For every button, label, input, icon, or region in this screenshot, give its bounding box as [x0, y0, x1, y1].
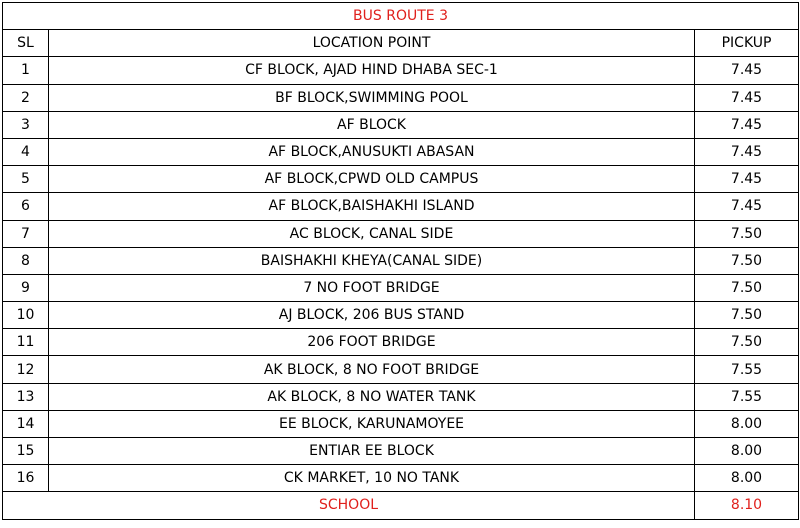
- table-row: [3, 438, 799, 465]
- row-location: AK BLOCK, 8 NO WATER TANK: [49, 383, 695, 410]
- row-pickup: 8.00: [695, 410, 799, 437]
- table-row: [3, 166, 799, 193]
- row-pickup: 7.45: [695, 138, 799, 165]
- table-row: [3, 329, 799, 356]
- row-location: 7 NO FOOT BRIDGE: [49, 274, 695, 301]
- row-sl: 8: [3, 247, 49, 274]
- row-location: AF BLOCK,CPWD OLD CAMPUS: [49, 166, 695, 193]
- row-location: AC BLOCK, CANAL SIDE: [49, 220, 695, 247]
- row-pickup: 7.50: [695, 302, 799, 329]
- row-location: CK MARKET, 10 NO TANK: [49, 465, 695, 492]
- row-pickup: 7.45: [695, 84, 799, 111]
- row-location: BF BLOCK,SWIMMING POOL: [49, 84, 695, 111]
- row-pickup: 7.50: [695, 247, 799, 274]
- table-row: [3, 410, 799, 437]
- row-sl: 2: [3, 84, 49, 111]
- row-sl: 9: [3, 274, 49, 301]
- row-location: EE BLOCK, KARUNAMOYEE: [49, 410, 695, 437]
- row-location: 206 FOOT BRIDGE: [49, 329, 695, 356]
- row-pickup: 7.50: [695, 329, 799, 356]
- row-sl: 16: [3, 465, 49, 492]
- row-location: AF BLOCK: [49, 111, 695, 138]
- row-sl: 14: [3, 410, 49, 437]
- title-row: [3, 3, 799, 30]
- row-sl: 15: [3, 438, 49, 465]
- header-location: LOCATION POINT: [49, 30, 695, 57]
- row-pickup: 7.55: [695, 383, 799, 410]
- table-row: [3, 57, 799, 84]
- row-sl: 5: [3, 166, 49, 193]
- table-row: [3, 274, 799, 301]
- row-pickup: 7.50: [695, 274, 799, 301]
- row-sl: 12: [3, 356, 49, 383]
- row-pickup: 7.45: [695, 166, 799, 193]
- row-location: AF BLOCK,ANUSUKTI ABASAN: [49, 138, 695, 165]
- row-sl: 1: [3, 57, 49, 84]
- row-sl: 3: [3, 111, 49, 138]
- table-row: [3, 302, 799, 329]
- bus-route-table: [2, 2, 799, 520]
- row-pickup: 7.55: [695, 356, 799, 383]
- table-row: [3, 465, 799, 492]
- row-location: AF BLOCK,BAISHAKHI ISLAND: [49, 193, 695, 220]
- row-sl: 6: [3, 193, 49, 220]
- table-row: [3, 220, 799, 247]
- row-location: ENTIAR EE BLOCK: [49, 438, 695, 465]
- table-row: [3, 111, 799, 138]
- table-row: [3, 193, 799, 220]
- row-location: AJ BLOCK, 206 BUS STAND: [49, 302, 695, 329]
- table-row: [3, 383, 799, 410]
- row-pickup: 8.00: [695, 438, 799, 465]
- route-title: BUS ROUTE 3: [3, 3, 799, 30]
- header-sl: SL: [3, 30, 49, 57]
- header-pickup: PICKUP: [695, 30, 799, 57]
- table-row: [3, 138, 799, 165]
- row-pickup: 7.45: [695, 57, 799, 84]
- row-location: AK BLOCK, 8 NO FOOT BRIDGE: [49, 356, 695, 383]
- table-row: [3, 84, 799, 111]
- destination-label: SCHOOL: [3, 492, 695, 519]
- destination-row: [3, 492, 799, 519]
- row-location: CF BLOCK, AJAD HIND DHABA SEC-1: [49, 57, 695, 84]
- table-row: [3, 247, 799, 274]
- table-row: [3, 356, 799, 383]
- row-pickup: 7.45: [695, 193, 799, 220]
- row-sl: 10: [3, 302, 49, 329]
- row-pickup: 7.50: [695, 220, 799, 247]
- destination-time: 8.10: [695, 492, 799, 519]
- row-pickup: 8.00: [695, 465, 799, 492]
- row-sl: 11: [3, 329, 49, 356]
- row-sl: 7: [3, 220, 49, 247]
- row-pickup: 7.45: [695, 111, 799, 138]
- row-sl: 13: [3, 383, 49, 410]
- header-row: [3, 30, 799, 57]
- row-location: BAISHAKHI KHEYA(CANAL SIDE): [49, 247, 695, 274]
- row-sl: 4: [3, 138, 49, 165]
